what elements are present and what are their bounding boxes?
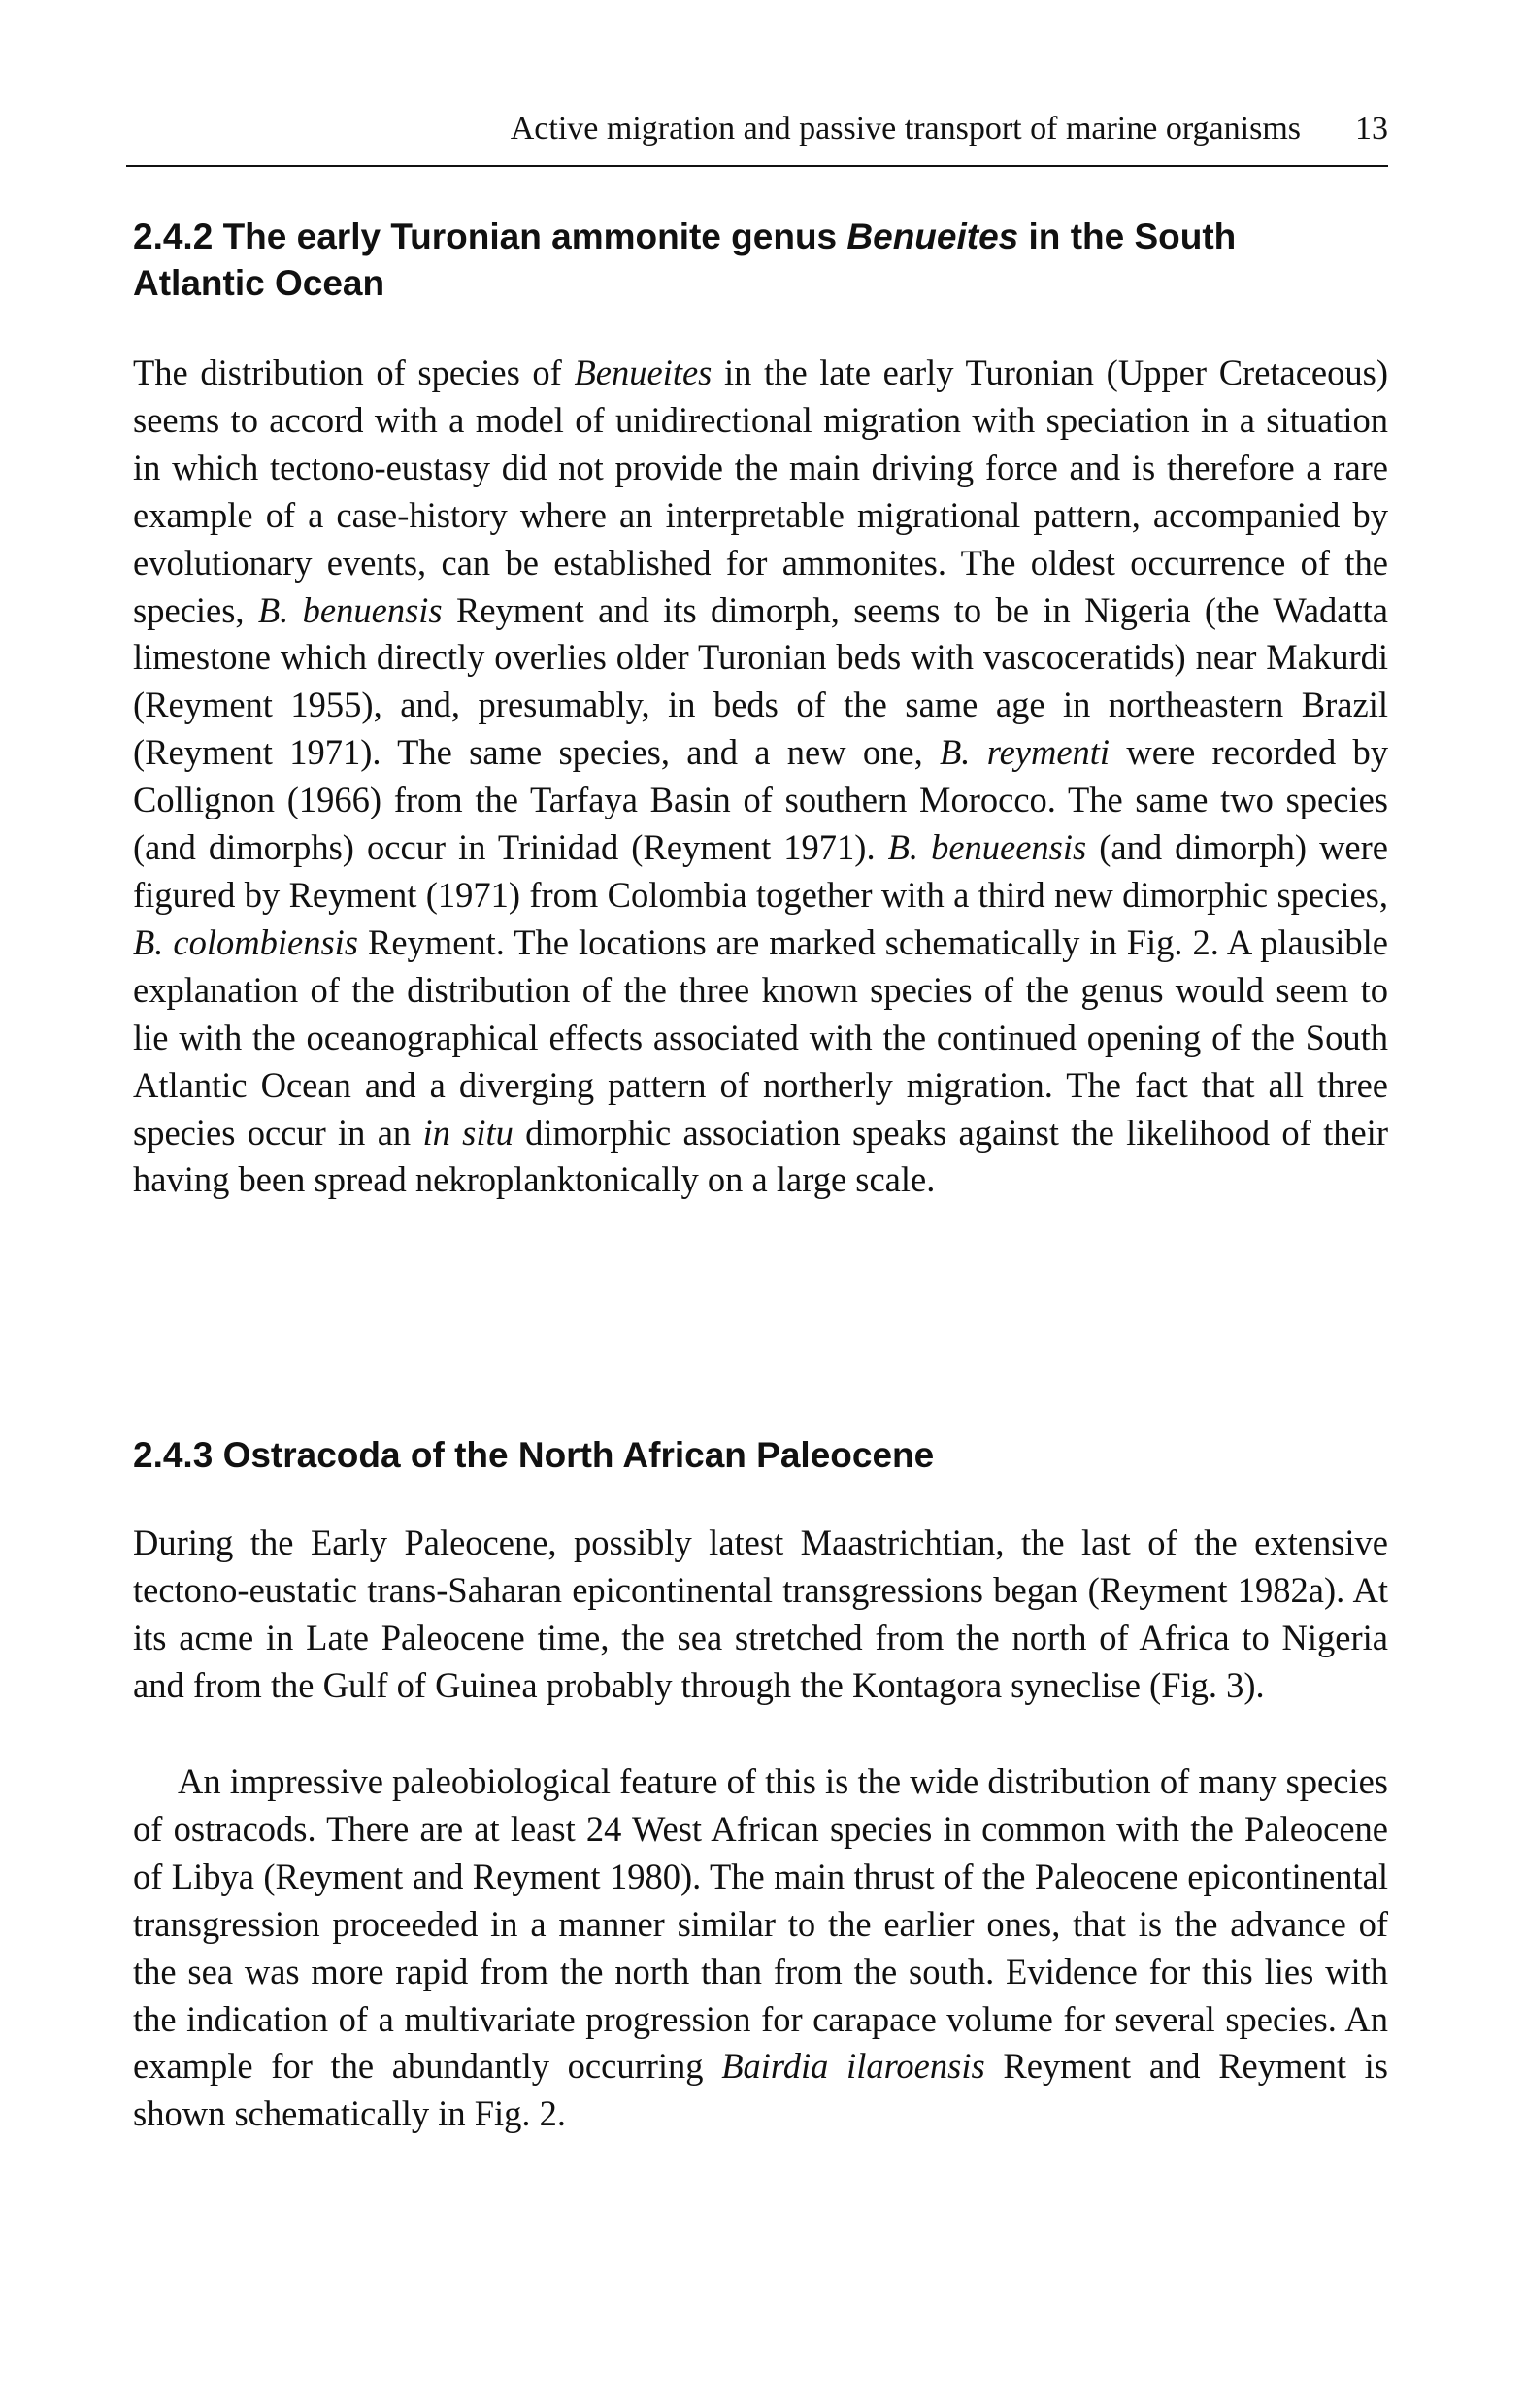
italic-taxon: B. benuensis xyxy=(257,589,443,630)
section-heading-text: The early Turonian ammonite genus xyxy=(222,217,847,256)
paragraph-ostracod-distribution: An impressive paleobiological feature of this is the wide distribution of many species of ostracods. There are at least 24 West African species in common with the Paleocene of Libya (Reyment and Reyment 1980). The main thrust of the Paleocene epicontinental transgression proceeded in a manner similar to the earlier ones, that is the advance of the sea was more rapid from the north than from the south. Evidence for this lies with the indication of a multivariate progression for carapace volume for several species. An example for the abundantly occurring Bairdia ilaroensis Reyment and Reyment is shown schematically in Fig. 2. xyxy=(133,1761,1388,2134)
page-number: 13 xyxy=(1355,111,1388,147)
section-heading-genus: Benueites xyxy=(846,217,1019,256)
running-header xyxy=(126,105,1388,153)
section-heading-text-end: in the South Atlantic Ocean xyxy=(133,217,1237,303)
paragraph-benueites: The distribution of species of Benueites in the late early Turonian (Upper Cretaceous) seems to accord with a model of unidirectional migration with speciation in a situation in which tectono-eustasy did not provide the main driving force and is therefore a rare example of a case-history where an interpretable migrational pattern, accompanied by evolutionary events, can be established for ammonites. The oldest occurrence of the species, B. benuensis Reyment and its dimorph, seems to be in Nigeria (the Wadatta limestone which directly overlies older Turonian beds with vascoceratids) near Makurdi (Reyment 1955), and, presumably, in beds of the same age in northeastern Brazil (Reyment 1971). The same species, and a new one, B. reymenti were recorded by Collignon (1966) from the Tarfaya Basin of southern Morocco. The same two species (and dimorphs) occur in Trinidad (Reyment 1971). B. benueensis (and dimorph) were figured by Reyment (1971) from Colombia together with a third new dimorphic species, B. colombiensis Reyment. The locations are marked schematically in Fig. 2. A plausible explanation of the distribution of the three known species of the genus would seem to lie with the oceanographical effects associated with the continued opening of the South Atlantic Ocean and a diverging pattern of northerly migration. The fact that all three species occur in an in situ dimorphic association speaks against the likelihood of their having been spread nekroplanktonically on a large scale. xyxy=(133,352,1389,1200)
section-heading-2-4-2 xyxy=(133,214,1376,307)
header-rule xyxy=(126,165,1388,167)
section-number: 2.4.2 xyxy=(133,217,214,256)
italic-taxon: Benueites xyxy=(574,352,713,392)
section-heading-2-4-3 xyxy=(133,1432,1376,1479)
italic-taxon: in situ xyxy=(422,1112,514,1153)
section-heading-text: Ostracoda of the North African Paleocene xyxy=(222,1435,935,1475)
italic-taxon: B. benueensis xyxy=(887,827,1087,868)
italic-taxon: B. reymenti xyxy=(940,732,1111,773)
running-title: Active migration and passive transport of marine organisms xyxy=(510,111,1301,147)
italic-taxon: Bairdia ilaroensis xyxy=(721,2046,985,2087)
paragraph-paleocene-transgression: During the Early Paleocene, possibly latest Maastrichtian, the last of the extensive tectono-eustatic trans-Saharan epicontinental transgressions began (Reyment 1982a). At its acme in Late Paleocene time, the sea stretched from the north of Africa to Nigeria and from the Gulf of Guinea probably through the Kontagora syneclise (Fig. 3). xyxy=(133,1522,1388,1705)
italic-taxon: B. colombiensis xyxy=(133,921,359,962)
section-number: 2.4.3 xyxy=(133,1435,214,1475)
